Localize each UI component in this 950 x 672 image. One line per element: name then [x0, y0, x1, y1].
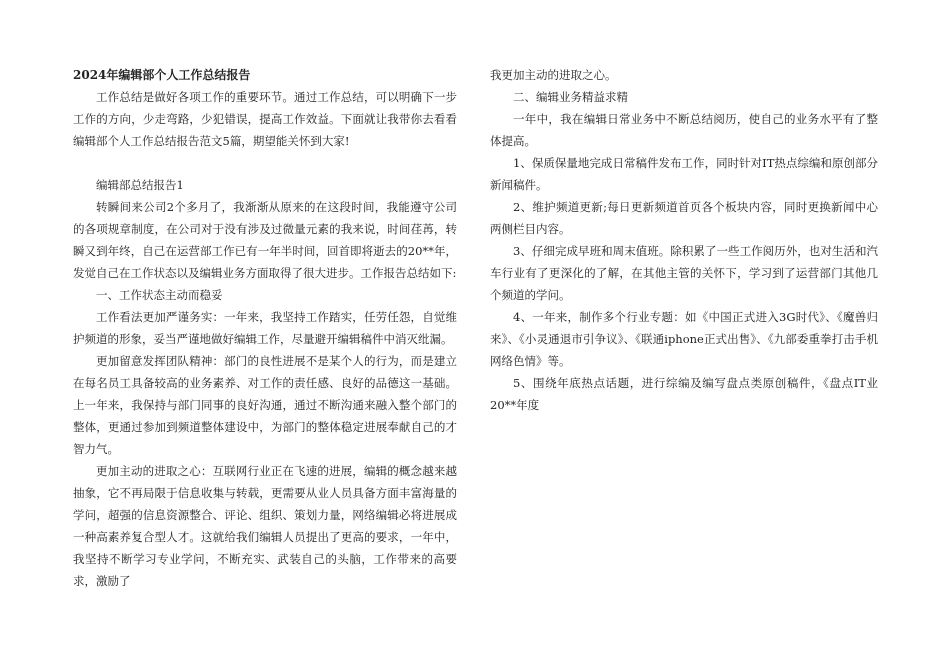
list-item: 2、维护频道更新;每日更新频道首页各个板块内容，同时更换新闻中心两侧栏目内容。: [490, 200, 878, 236]
list-item: 5、围绕年底热点话题，进行综编及编写盘点类原创稿件，《盘点IT业20**年度: [490, 376, 878, 412]
section-heading-2: 二、编辑业务精益求精: [513, 90, 628, 104]
intro-paragraph: 工作总结是做好各项工作的重要环节。通过工作总结，可以明确下一步工作的方向，少走弯路，少犯错误，提高工作效益。下面就让我带你去看看编辑部个人工作总结报告范文5篇，期望能关怀到大家!: [73, 90, 457, 148]
body-paragraph-continued: 我更加主动的进取之心。: [490, 68, 617, 82]
body-paragraph: 更加主动的进取之心：互联网行业正在飞速的进展，编辑的概念越来越抽象，它不再局限于信息收集与转载，更需要从业人员具备方面丰富海量的学问，超强的信息资源整合、评论、组织、策划力量，网络编辑必将进展成一种高素养复合型人才。这就给我们编辑人员提出了更高的要求，一年中，我坚持不断学习专业学问，不断充实、武装自己的头脑，工作带来的高要求，激励了: [73, 464, 457, 588]
body-paragraph: 工作看法更加严谨务实：一年来，我坚持工作踏实，任劳任怨，自觉维护频道的形象，妥当严谨地做好编辑工作，尽量避开编辑稿件中消灭纰漏。: [73, 310, 457, 346]
list-item: 3、仔细完成早班和周末值班。除积累了一些工作阅历外，也对生活和汽车行业有了更深化的了解，在其他主管的关怀下，学习到了运营部门其他几个频道的学问。: [490, 244, 878, 302]
document-title: 2024年编辑部个人工作总结报告: [73, 68, 251, 82]
list-item: 4、一年来，制作多个行业专题：如《中国正式进入3G时代》、《魔兽归来》、《小灵通退市引争议》、《联通iphone正式出售》、《九部委重拳打击手机网络色情》等。: [490, 310, 878, 368]
body-paragraph: 更加留意发挥团队精神：部门的良性进展不是某个人的行为，而是建立在每名员工具备较高的业务素养、对工作的责任感、良好的品德这一基础。上一年来，我保持与部门同事的良好沟通，通过不断沟通来融入整个部门的整体，更通过参加到频道整体建设中，为部门的整体稳定进展奉献自己的才智力气。: [73, 354, 457, 456]
section-heading-1: 一、工作状态主动而稳妥: [96, 288, 223, 302]
report-heading: 编辑部总结报告1: [96, 178, 184, 192]
list-item: 1、保质保量地完成日常稿件发布工作，同时针对IT热点综编和原创部分新闻稿件。: [490, 156, 878, 192]
body-paragraph: 转瞬间来公司2个多月了，我渐渐从原来的在这段时间，我能遵守公司的各项规章制度，在公司对于没有涉及过微量元素的我来说，时间荏苒，转瞬又到年终，自己在运营部工作已有一年半时间，回首即将逝去的20**年，发觉自己在工作状态以及编辑业务方面取得了很大进步。工作报告总结如下:: [73, 200, 457, 280]
right-column: [490, 64, 878, 416]
body-paragraph: 一年中，我在编辑日常业务中不断总结阅历，使自己的业务水平有了整体提高。: [490, 112, 878, 148]
blank-line: [73, 152, 457, 174]
left-column: [73, 64, 457, 592]
